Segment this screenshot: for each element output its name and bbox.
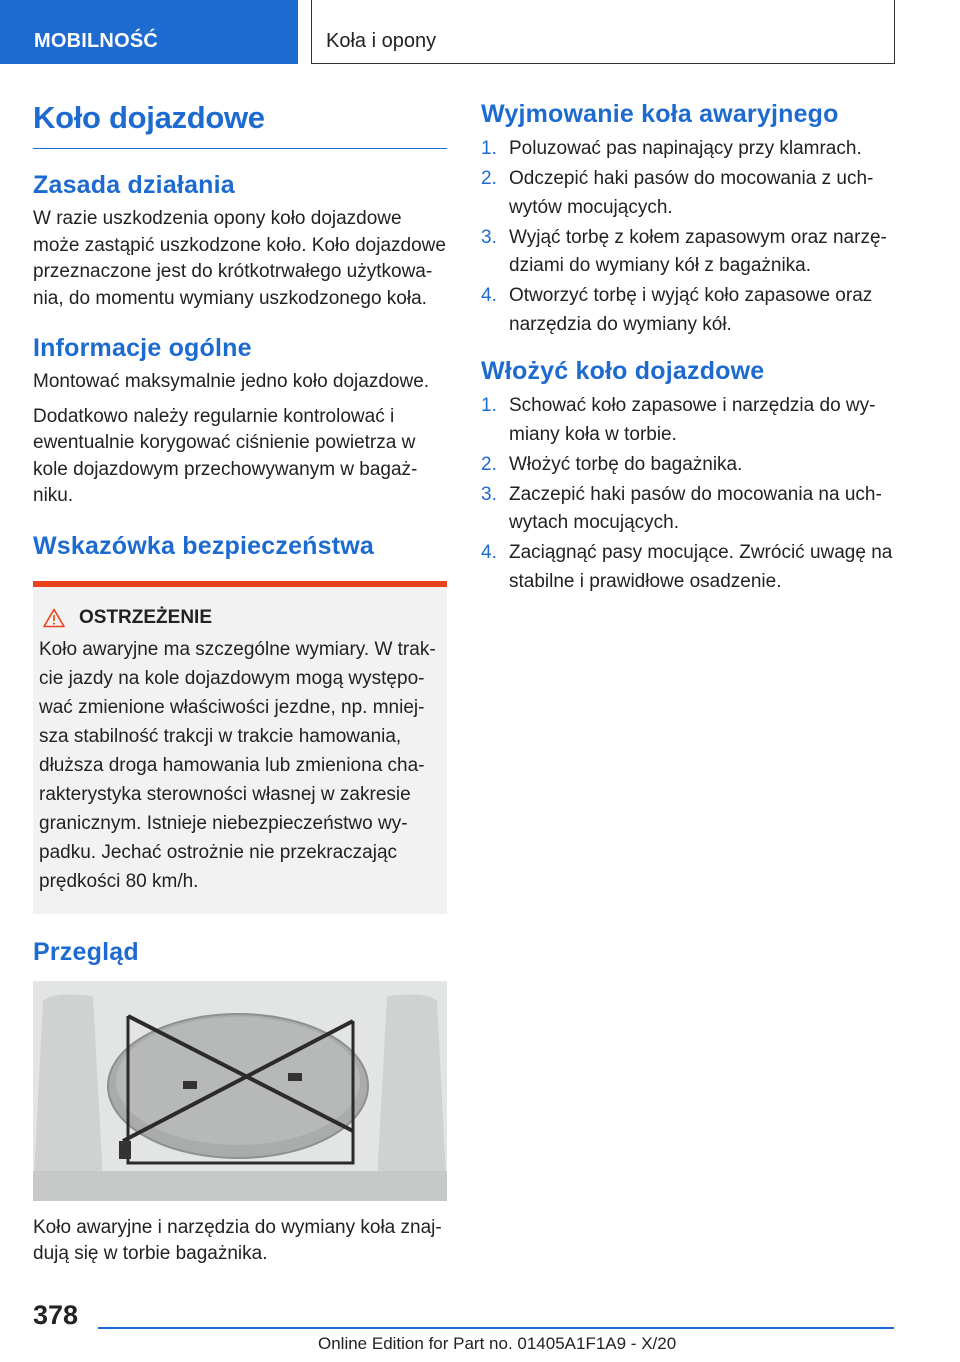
section-tab: MOBILNOŚĆ [0,0,298,64]
heading-safety: Wskazówka bezpieczeństwa [33,531,375,560]
heading-overview: Przegląd [33,937,139,966]
footer-edition: Online Edition for Part no. 01405A1F1A9 - X/20 [318,1334,677,1353]
heading-principle: Zasada działania [33,171,235,199]
page-number: 378 [33,1300,79,1330]
chapter-title: Koła i opony [326,30,437,52]
list-item: 4. Zaciągnąć pasy mocujące. Zwrócić uwagę na stabilne i prawidłowe osadzenie. [481,542,893,592]
heading-insert-wheel: Włożyć koło dojazdowe [481,357,765,385]
page-title: Koło dojazdowe [33,100,447,149]
list-item: 1. Schować koło zapasowe i narzędzia do wy-miany koła w torbie. [481,395,876,445]
left-column [33,100,447,1268]
general-info-text-2: Dodatkowo należy regularnie kontrolować i ewentualnie korygować ciśnienie powietrza w kole dojazdowym przechowywanym w bagaż-niku. [33,405,418,506]
list-item: 1. Poluzować pas napinający przy klamrach. [481,138,862,159]
list-item: 3. Wyjąć torbę z kołem zapasowym oraz narzę-dziami do wymiany kół z bagażnika. [481,226,887,276]
warning-title: OSTRZEŻENIE [79,606,213,628]
warning-title-row [43,607,441,629]
right-column [481,100,895,598]
heading-general-info: Informacje ogólne [33,334,252,362]
warning-box [33,587,447,914]
footer-rule [98,1327,894,1329]
warning-text: Koło awaryjne ma szczególne wymiary. W trak-cie jazdy na kole dojazdowym mogą występo-wać zmienione właściwości jezdne, np. mniej-sza stabilność trakcji w trakcie hamowania, dłuższa droga hamowania lub zmieniona cha-rakterystyka sterowności własnej w zakresie granicznym. Istnieje niebezpieczeństwo wy-padku. Jechać ostrożnie nie przekraczając prędkości 80 km/h. [39,638,436,892]
list-item: 3. Zaczepić haki pasów do mocowania na uch-wytach mocujących. [481,483,882,533]
general-info-text-1: Montować maksymalnie jedno koło dojazdowe. [33,371,430,392]
insert-steps-list [481,392,895,596]
warning-triangle-icon [43,608,65,628]
chapter-header [311,0,895,64]
trunk-spare-wheel-photo [33,981,447,1201]
list-item: 2. Odczepić haki pasów do mocowania z uch-wytów mocujących. [481,168,874,218]
principle-text: W razie uszkodzenia opony koło dojazdowe może zastąpić uszkodzone koło. Koło dojazdowe przeznaczone jest do krótkotrwałego użytkowa-nia, do momentu wymiany uszkodzonego koła. [33,208,446,309]
list-item: 2. Włożyć torbę do bagażnika. [481,453,743,475]
heading-remove-wheel: Wyjmowanie koła awaryjnego [481,100,839,128]
remove-steps-list [481,135,895,339]
overview-caption: Koło awaryjne i narzędzia do wymiany koła znaj-dują się w torbie bagażnika. [33,1216,442,1264]
list-item: 4. Otworzyć torbę i wyjąć koło zapasowe oraz narzędzia do wymiany kół. [481,285,873,335]
